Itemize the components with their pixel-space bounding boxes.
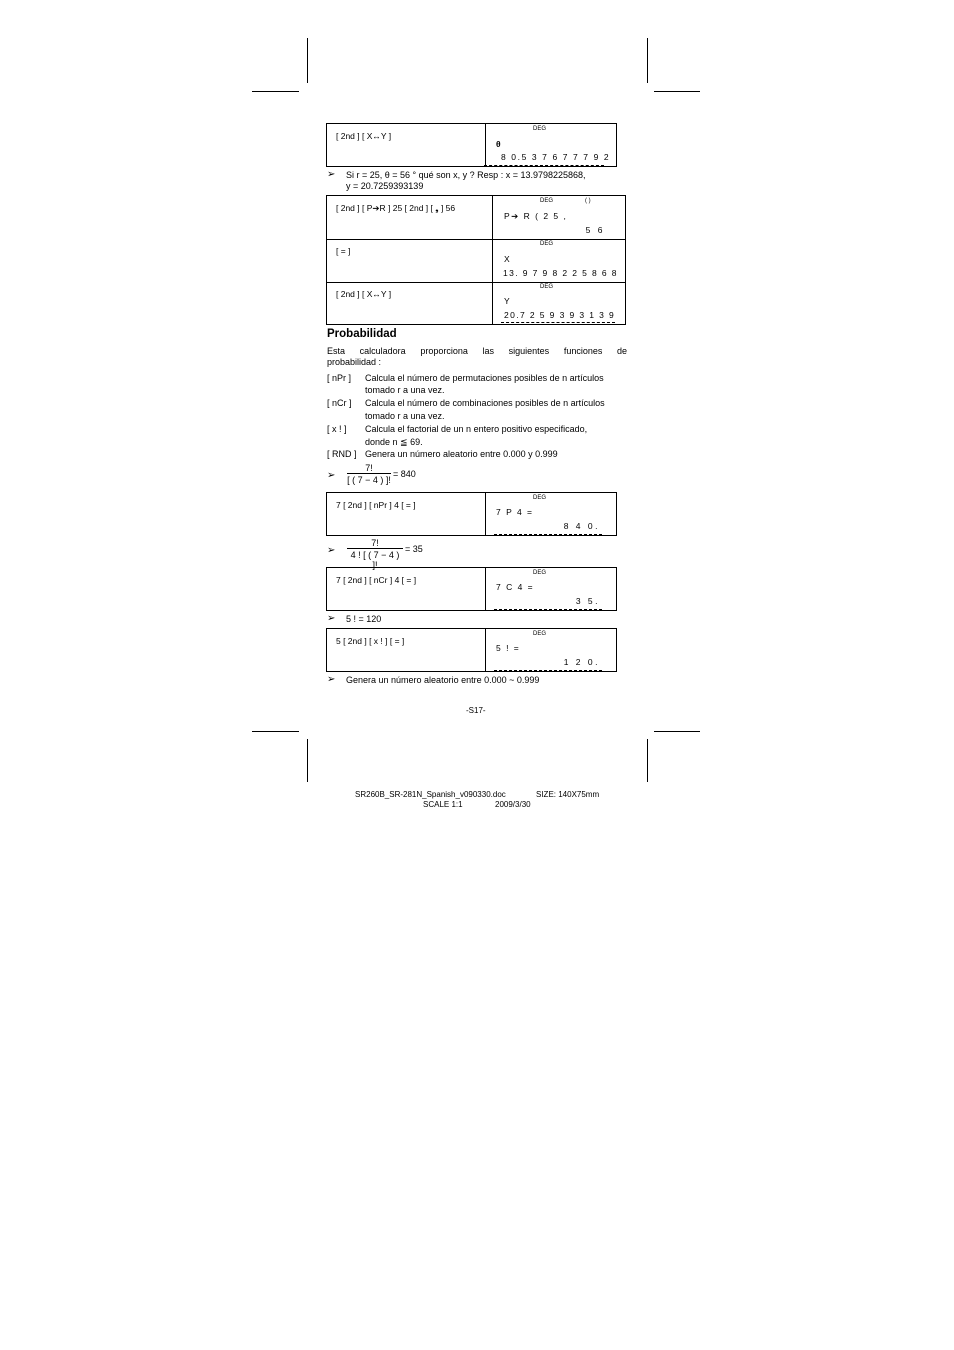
table-row bbox=[327, 239, 625, 283]
deg-indicator: DEG bbox=[533, 126, 547, 132]
keystroke-text: [ 2nd ] [ X↔Y ] bbox=[336, 289, 392, 299]
keystroke-text: 7 [ 2nd ] [ nCr ] 4 [ = ] bbox=[336, 575, 417, 585]
display-line-1: X bbox=[504, 254, 512, 264]
display-line-1: θ bbox=[496, 139, 503, 149]
keystroke-cell bbox=[327, 196, 493, 239]
display-line-2: 5 6 bbox=[585, 225, 605, 235]
display-cell bbox=[491, 196, 625, 239]
example-text-line-2: y = 20.7259393139 bbox=[346, 181, 424, 191]
fraction-numerator: 7! bbox=[365, 463, 373, 473]
table-row bbox=[327, 196, 625, 240]
crop-mark bbox=[307, 38, 308, 83]
table-row bbox=[327, 282, 625, 325]
keystroke-cell bbox=[327, 239, 493, 282]
keystroke-table-ncr bbox=[326, 567, 617, 611]
crop-mark bbox=[647, 739, 648, 782]
display-line-1: 5 ! = bbox=[496, 643, 521, 653]
display-digit-ticks bbox=[484, 164, 604, 166]
bullet-arrow-icon: ➢ bbox=[327, 169, 336, 180]
display-cell bbox=[484, 568, 616, 610]
paren-indicator: ( ) bbox=[585, 198, 591, 204]
display-line-1: Y bbox=[504, 296, 512, 306]
crop-mark bbox=[654, 91, 700, 92]
keystroke-text: 5 [ 2nd ] [ x ! ] [ = ] bbox=[336, 636, 405, 646]
formula-fraction-ncr bbox=[347, 538, 403, 570]
keystroke-text: [ 2nd ] [ P➔R ] 25 [ 2nd ] [ ❟ ] 56 bbox=[336, 203, 456, 213]
keystroke-text: 7 [ 2nd ] [ nPr ] 4 [ = ] bbox=[336, 500, 416, 510]
display-line-2: 8 4 0. bbox=[563, 521, 600, 531]
function-key-factorial: [ x ! ] bbox=[327, 424, 347, 434]
fraction-numerator: 7! bbox=[371, 538, 379, 548]
keystroke-text: [ = ] bbox=[336, 246, 351, 256]
formula-fraction-npr bbox=[347, 463, 391, 485]
keystroke-cell bbox=[327, 493, 486, 535]
keystroke-cell bbox=[327, 124, 486, 166]
function-desc-line-2: tomado r a una vez. bbox=[365, 411, 445, 421]
keystroke-text: [ 2nd ] [ X↔Y ] bbox=[336, 131, 392, 141]
bullet-arrow-icon: ➢ bbox=[327, 674, 336, 685]
function-desc-line-2: donde n ≦ 69. bbox=[365, 437, 423, 447]
function-desc-line-1: Calcula el número de combinaciones posibles de n artículos bbox=[365, 398, 605, 408]
footer-scale: SCALE 1:1 bbox=[423, 800, 463, 809]
display-line-1: 7 P 4 = bbox=[496, 507, 534, 517]
keystroke-cell bbox=[327, 282, 493, 325]
footer-size: SIZE: 140X75mm bbox=[536, 790, 600, 799]
crop-mark bbox=[252, 91, 299, 92]
display-cell bbox=[484, 629, 616, 671]
function-desc-line-2: tomado r a una vez. bbox=[365, 385, 445, 395]
crop-mark bbox=[654, 731, 700, 732]
deg-indicator: DEG bbox=[540, 284, 554, 290]
formula-result: = 840 bbox=[393, 469, 416, 479]
keystroke-table-polar-rect bbox=[326, 195, 626, 325]
display-cell bbox=[491, 239, 625, 282]
crop-mark bbox=[252, 731, 299, 732]
bullet-arrow-icon: ➢ bbox=[327, 545, 336, 556]
crop-mark bbox=[647, 38, 648, 83]
deg-indicator: DEG bbox=[540, 241, 554, 247]
example-text-line-1: Si r = 25, θ = 56 ° qué son x, y ? Resp : x = 13.9798225868, bbox=[346, 170, 586, 180]
display-cell bbox=[484, 124, 616, 166]
keystroke-table-xy bbox=[326, 123, 617, 167]
keystroke-cell bbox=[327, 629, 486, 671]
deg-indicator: DEG bbox=[533, 570, 547, 576]
display-line-2: 8 0.5 3 7 6 7 7 7 9 2 bbox=[501, 152, 611, 162]
display-cell bbox=[484, 493, 616, 535]
fraction-denominator: [ ( 7 − 4 ) ]! bbox=[347, 475, 391, 485]
formula-result: = 35 bbox=[405, 544, 423, 554]
display-line-1: P➔ R ( 2 5 , bbox=[504, 211, 568, 221]
display-digit-ticks bbox=[494, 533, 602, 535]
section-title: Probabilidad bbox=[327, 328, 397, 340]
crop-mark bbox=[307, 739, 308, 782]
display-line-2: 20.7 2 5 9 3 9 3 1 3 9 bbox=[504, 310, 616, 320]
intro-text-line-2: probabilidad : bbox=[327, 357, 382, 367]
page-number: -S17- bbox=[466, 706, 486, 715]
deg-indicator: DEG bbox=[540, 198, 554, 204]
display-line-2: 1 2 0. bbox=[563, 657, 600, 667]
display-digit-ticks bbox=[494, 608, 602, 610]
rnd-example: Genera un número aleatorio entre 0.000 ~ 0.999 bbox=[346, 675, 540, 685]
function-desc-line-1: Genera un número aleatorio entre 0.000 y 0.999 bbox=[365, 449, 558, 459]
deg-indicator: DEG bbox=[533, 631, 547, 637]
keystroke-table-npr bbox=[326, 492, 617, 536]
display-line-2: 3 5. bbox=[575, 596, 600, 606]
fraction-denominator: 4 ! [ ( 7 − 4 ) ]! bbox=[347, 548, 403, 570]
bullet-arrow-icon: ➢ bbox=[327, 470, 336, 481]
function-desc-line-1: Calcula el número de permutaciones posibles de n artículos bbox=[365, 373, 604, 383]
function-key-rnd: [ RND ] bbox=[327, 449, 357, 459]
function-key-ncr: [ nCr ] bbox=[327, 398, 352, 408]
display-cell bbox=[491, 282, 625, 325]
deg-indicator: DEG bbox=[533, 495, 547, 501]
display-digit-ticks bbox=[501, 321, 615, 323]
bullet-arrow-icon: ➢ bbox=[327, 613, 336, 624]
function-desc-line-1: Calcula el factorial de un n entero positivo especificado, bbox=[365, 424, 588, 434]
footer-filename: SR260B_SR-281N_Spanish_v090330.doc bbox=[355, 790, 506, 799]
intro-text-line-1: Esta calculadora proporciona las siguientes funciones de bbox=[327, 346, 627, 356]
keystroke-table-factorial bbox=[326, 628, 617, 672]
factorial-example: 5 ! = 120 bbox=[346, 614, 382, 624]
keystroke-cell bbox=[327, 568, 486, 610]
display-digit-ticks bbox=[494, 669, 602, 671]
footer-date: 2009/3/30 bbox=[495, 800, 531, 809]
function-key-npr: [ nPr ] bbox=[327, 373, 352, 383]
display-line-2: 13. 9 7 9 8 2 2 5 8 6 8 bbox=[503, 268, 618, 278]
display-line-1: 7 C 4 = bbox=[496, 582, 535, 592]
